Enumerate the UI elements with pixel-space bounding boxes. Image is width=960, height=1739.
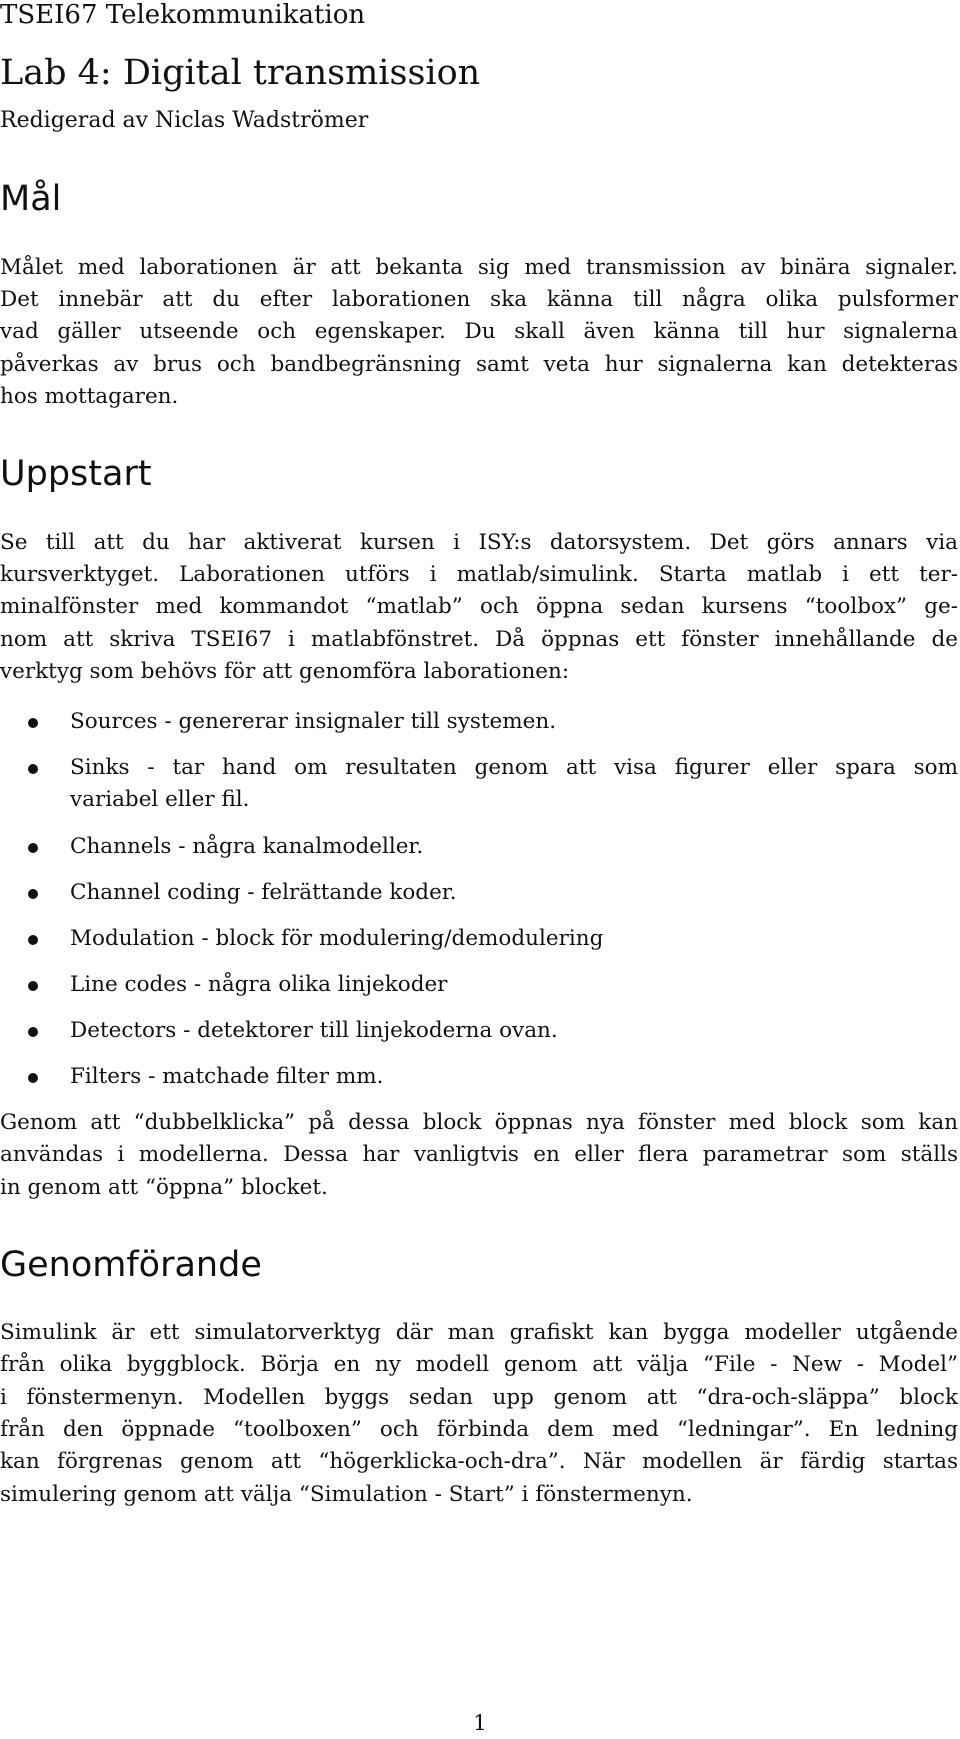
text-line: hos mottagaren. (0, 384, 179, 409)
list-item: Channel coding - felrättande koder. (70, 880, 457, 905)
bullet-icon (28, 1073, 38, 1083)
heading-uppstart: Uppstart (0, 454, 152, 494)
bullet-icon (28, 1027, 38, 1037)
editor-line: Redigerad av Niclas Wadströmer (0, 108, 369, 133)
text-line: in genom att “öppna” blocket. (0, 1175, 328, 1200)
list-item: Sources - genererar insignaler till systemen. (70, 709, 557, 734)
text-line: Simulink är ett simulatorverktyg där man grafiskt kan bygga modeller utgående (0, 1320, 958, 1345)
text-line: Målet med laborationen är att bekanta sig med transmission av binära signaler. (0, 255, 958, 280)
list-item: Line codes - några olika linjekoder (70, 972, 448, 997)
list-item: Detectors - detektorer till linjekoderna ovan. (70, 1018, 558, 1043)
bullet-icon (28, 843, 38, 853)
text-line: användas i modellerna. Dessa har vanligtvis en eller flera parametrar som ställs (0, 1142, 958, 1167)
bullet-icon (28, 889, 38, 899)
page-number: 1 (473, 1711, 487, 1736)
heading-genomforande: Genomförande (0, 1245, 262, 1285)
list-item: Modulation - block för modulering/demodulering (70, 926, 604, 951)
lab-title: Lab 4: Digital transmission (0, 53, 481, 93)
text-line: Genom att “dubbelklicka” på dessa block öppnas nya fönster med block som kan (0, 1110, 958, 1135)
course-title: TSEI67 Telekommunikation (0, 0, 366, 30)
text-line: kan förgrenas genom att “högerklicka-och-dra”. När modellen är färdig startas (0, 1449, 958, 1474)
text-line: påverkas av brus och bandbegränsning samt veta hur signalerna kan detekteras (0, 352, 958, 377)
list-item-continuation: variabel eller fil. (70, 787, 250, 812)
text-line: vad gäller utseende och egenskaper. Du skall även känna till hur signalerna (0, 319, 958, 344)
bullet-icon (28, 981, 38, 991)
bullet-icon (28, 718, 38, 728)
text-line: simulering genom att välja “Simulation - Start” i fönstermenyn. (0, 1482, 693, 1507)
text-line: nom att skriva TSEI67 i matlabfönstret. Då öppnas ett fönster innehållande de (0, 627, 958, 652)
list-item: Sinks - tar hand om resultaten genom att visa figurer eller spara som (70, 755, 958, 780)
text-line: från den öppnade “toolboxen” och förbinda dem med “ledningar”. En ledning (0, 1417, 958, 1442)
text-line: från olika byggblock. Börja en ny modell genom att välja “File - New - Model” (0, 1352, 958, 1377)
list-item: Filters - matchade filter mm. (70, 1064, 384, 1089)
bullet-icon (28, 935, 38, 945)
text-line: Det innebär att du efter laborationen ska känna till några olika pulsformer (0, 287, 958, 312)
text-line: Se till att du har aktiverat kursen i ISY:s datorsystem. Det görs annars via (0, 530, 958, 555)
text-line: minalfönster med kommandot “matlab” och öppna sedan kursens “toolbox” ge- (0, 594, 958, 619)
text-line: kursverktyget. Laborationen utförs i matlab/simulink. Starta matlab i ett ter- (0, 562, 958, 587)
bullet-icon (28, 764, 38, 774)
text-line: verktyg som behövs för att genomföra laborationen: (0, 659, 570, 684)
text-line: i fönstermenyn. Modellen byggs sedan upp genom att “dra-och-släppa” block (0, 1385, 958, 1410)
heading-mal: Mål (0, 179, 62, 219)
list-item: Channels - några kanalmodeller. (70, 834, 424, 859)
